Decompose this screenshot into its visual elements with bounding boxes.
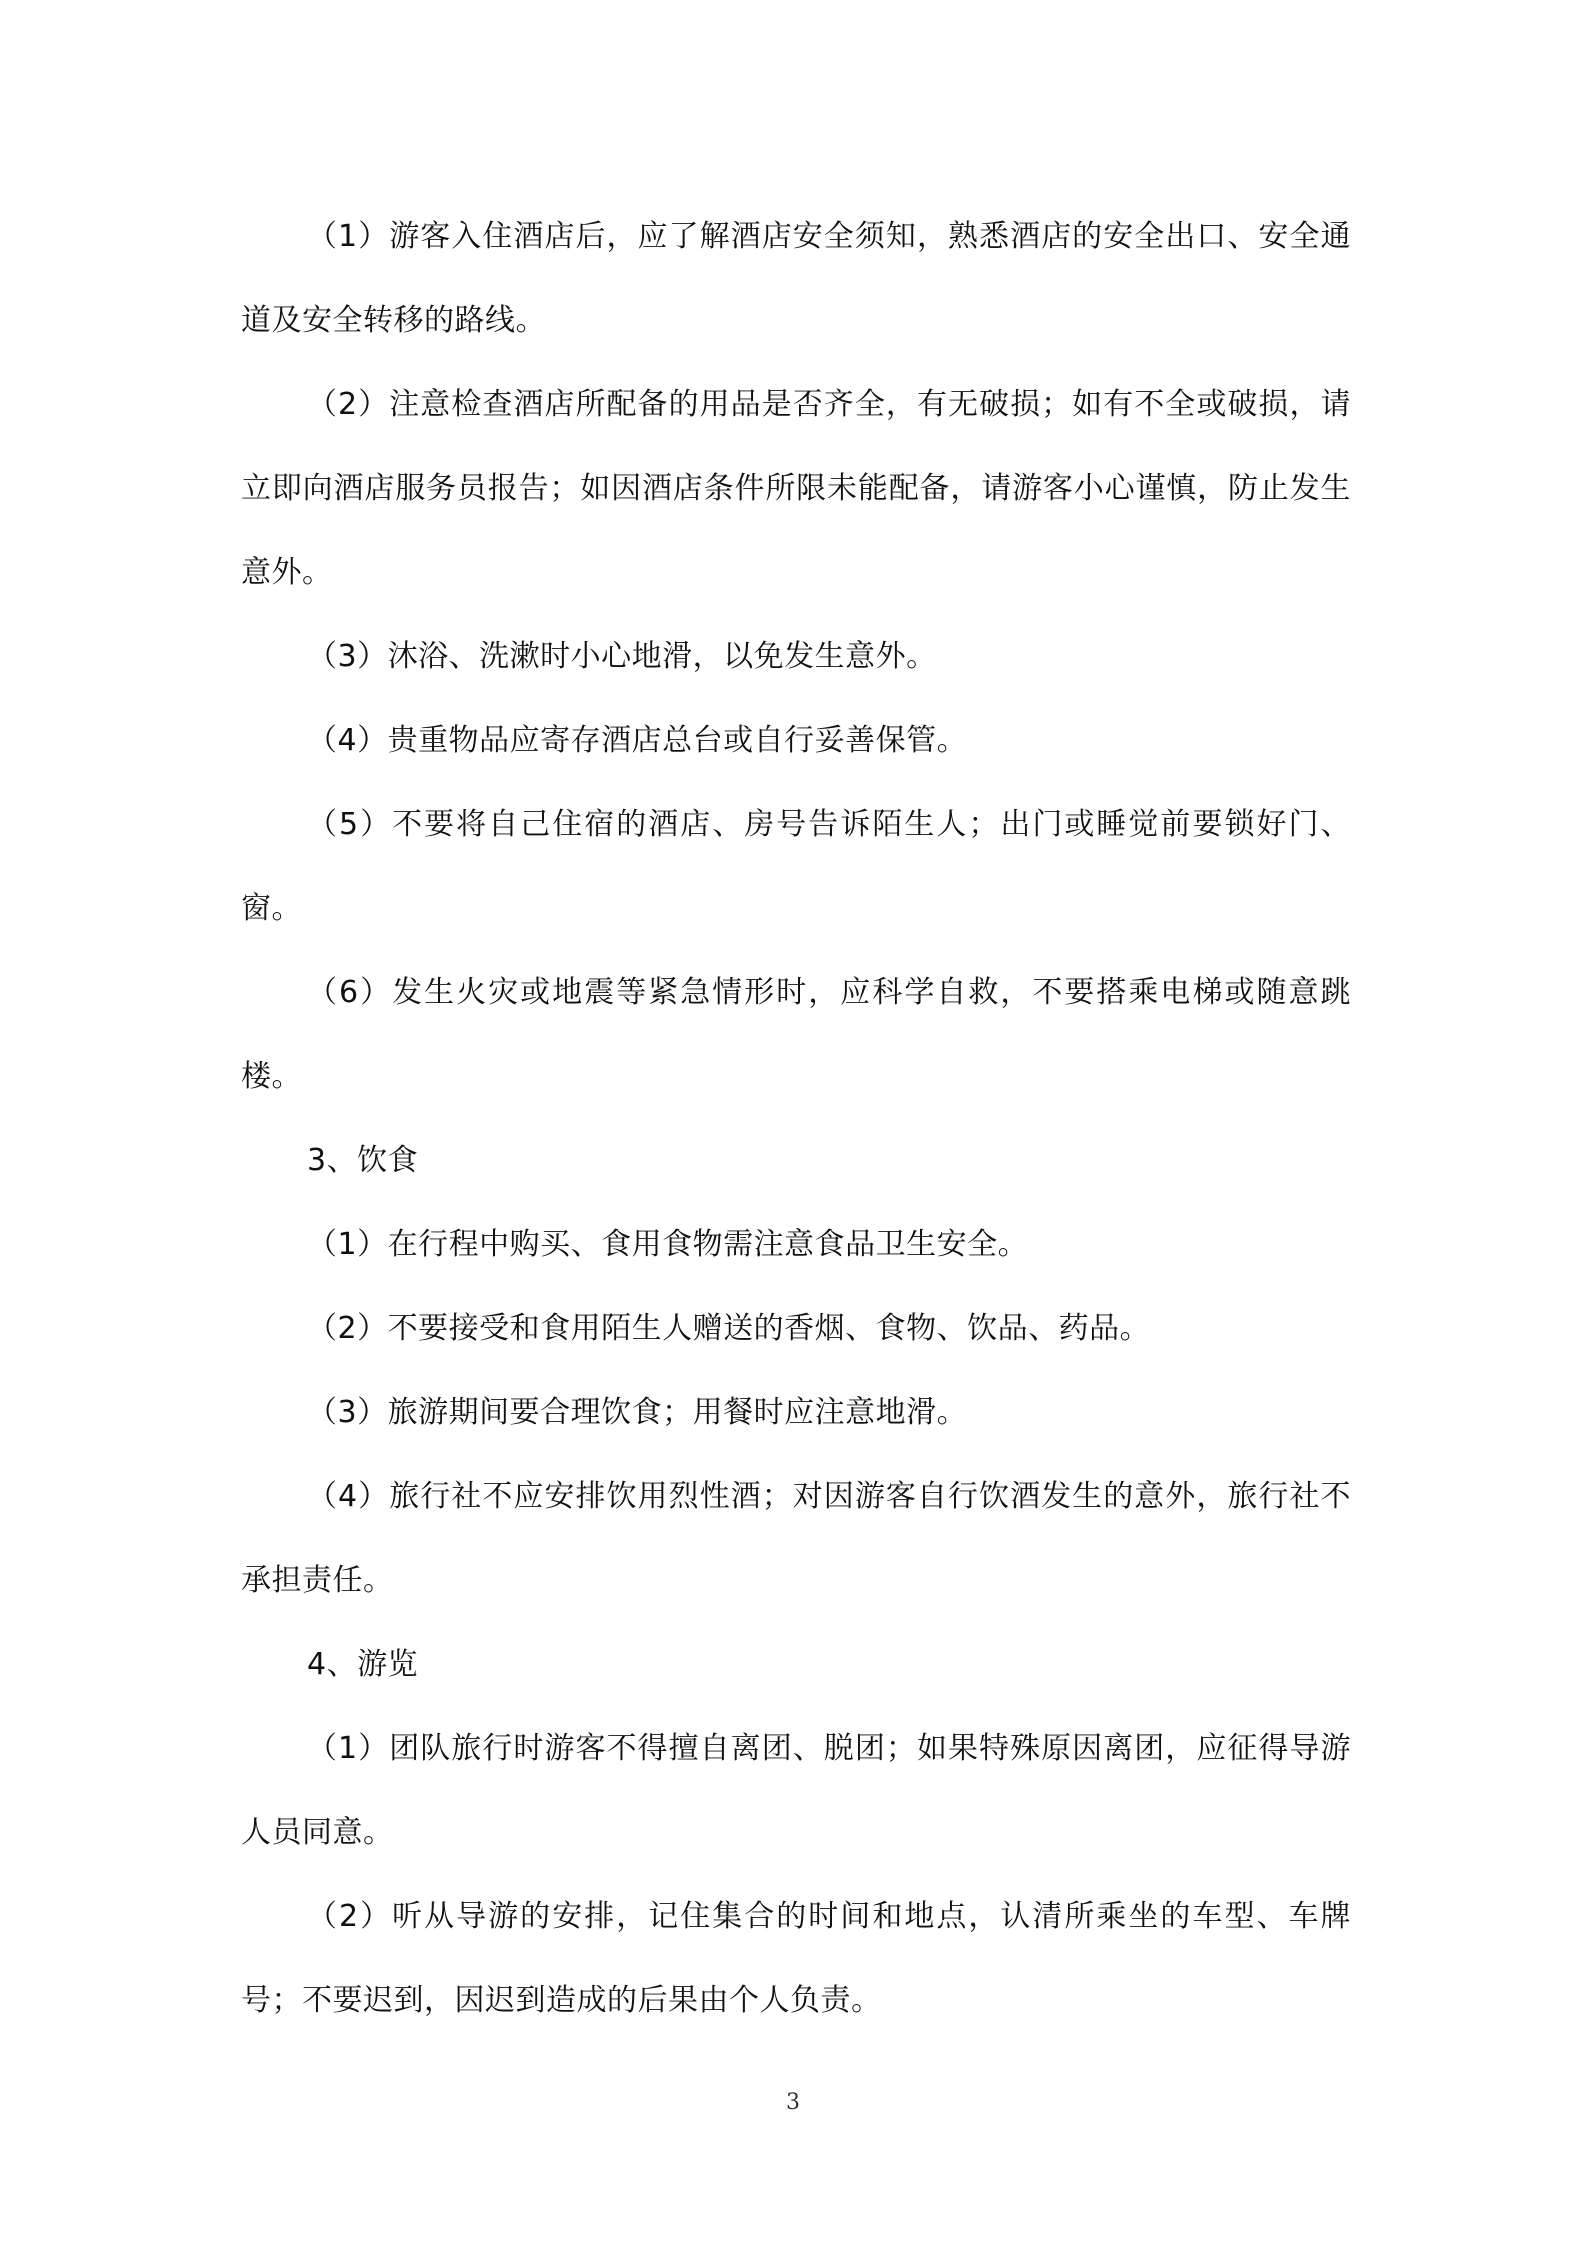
paragraph-food-1: （1）在行程中购买、食用食物需注意食品卫生安全。 xyxy=(307,1227,1029,1262)
paragraph-hotel-4: （4）贵重物品应寄存酒店总台或自行妥善保管。 xyxy=(307,723,968,758)
paragraph-food-2: （2）不要接受和食用陌生人赠送的香烟、食物、饮品、药品。 xyxy=(307,1311,1151,1346)
paragraph-hotel-6: （6）发生火灾或地震等紧急情形时，应科学自救，不要搭乘电梯或随意跳楼。 xyxy=(241,975,1351,1094)
paragraph-hotel-3: （3）沐浴、洗漱时小心地滑，以免发生意外。 xyxy=(307,639,937,674)
paragraph-sightseeing-1: （1）团队旅行时游客不得擅自离团、脱团；如果特殊原因离团，应征得导游人员同意。 xyxy=(241,1731,1351,1850)
page-number: 3 xyxy=(786,2090,800,2115)
paragraph-hotel-1: （1）游客入住酒店后，应了解酒店安全须知，熟悉酒店的安全出口、安全通道及安全转移的路线。 xyxy=(241,219,1351,338)
paragraph-sightseeing-2: （2）听从导游的安排，记住集合的时间和地点，认清所乘坐的车型、车牌号；不要迟到，因迟到造成的后果由个人负责。 xyxy=(241,1899,1351,2018)
document-body xyxy=(241,195,1351,2043)
paragraph-food-3: （3）旅游期间要合理饮食；用餐时应注意地滑。 xyxy=(307,1395,968,1430)
section-heading-food: 3、饮食 xyxy=(307,1143,419,1178)
paragraph-food-4: （4）旅行社不应安排饮用烈性酒；对因游客自行饮酒发生的意外，旅行社不承担责任。 xyxy=(241,1479,1351,1598)
paragraph-hotel-2: （2）注意检查酒店所配备的用品是否齐全，有无破损；如有不全或破损，请立即向酒店服务员报告；如因酒店条件所限未能配备，请游客小心谨慎，防止发生意外。 xyxy=(241,387,1351,590)
paragraph-hotel-5: （5）不要将自己住宿的酒店、房号告诉陌生人；出门或睡觉前要锁好门、窗。 xyxy=(241,807,1351,926)
section-heading-sightseeing: 4、游览 xyxy=(307,1647,419,1682)
